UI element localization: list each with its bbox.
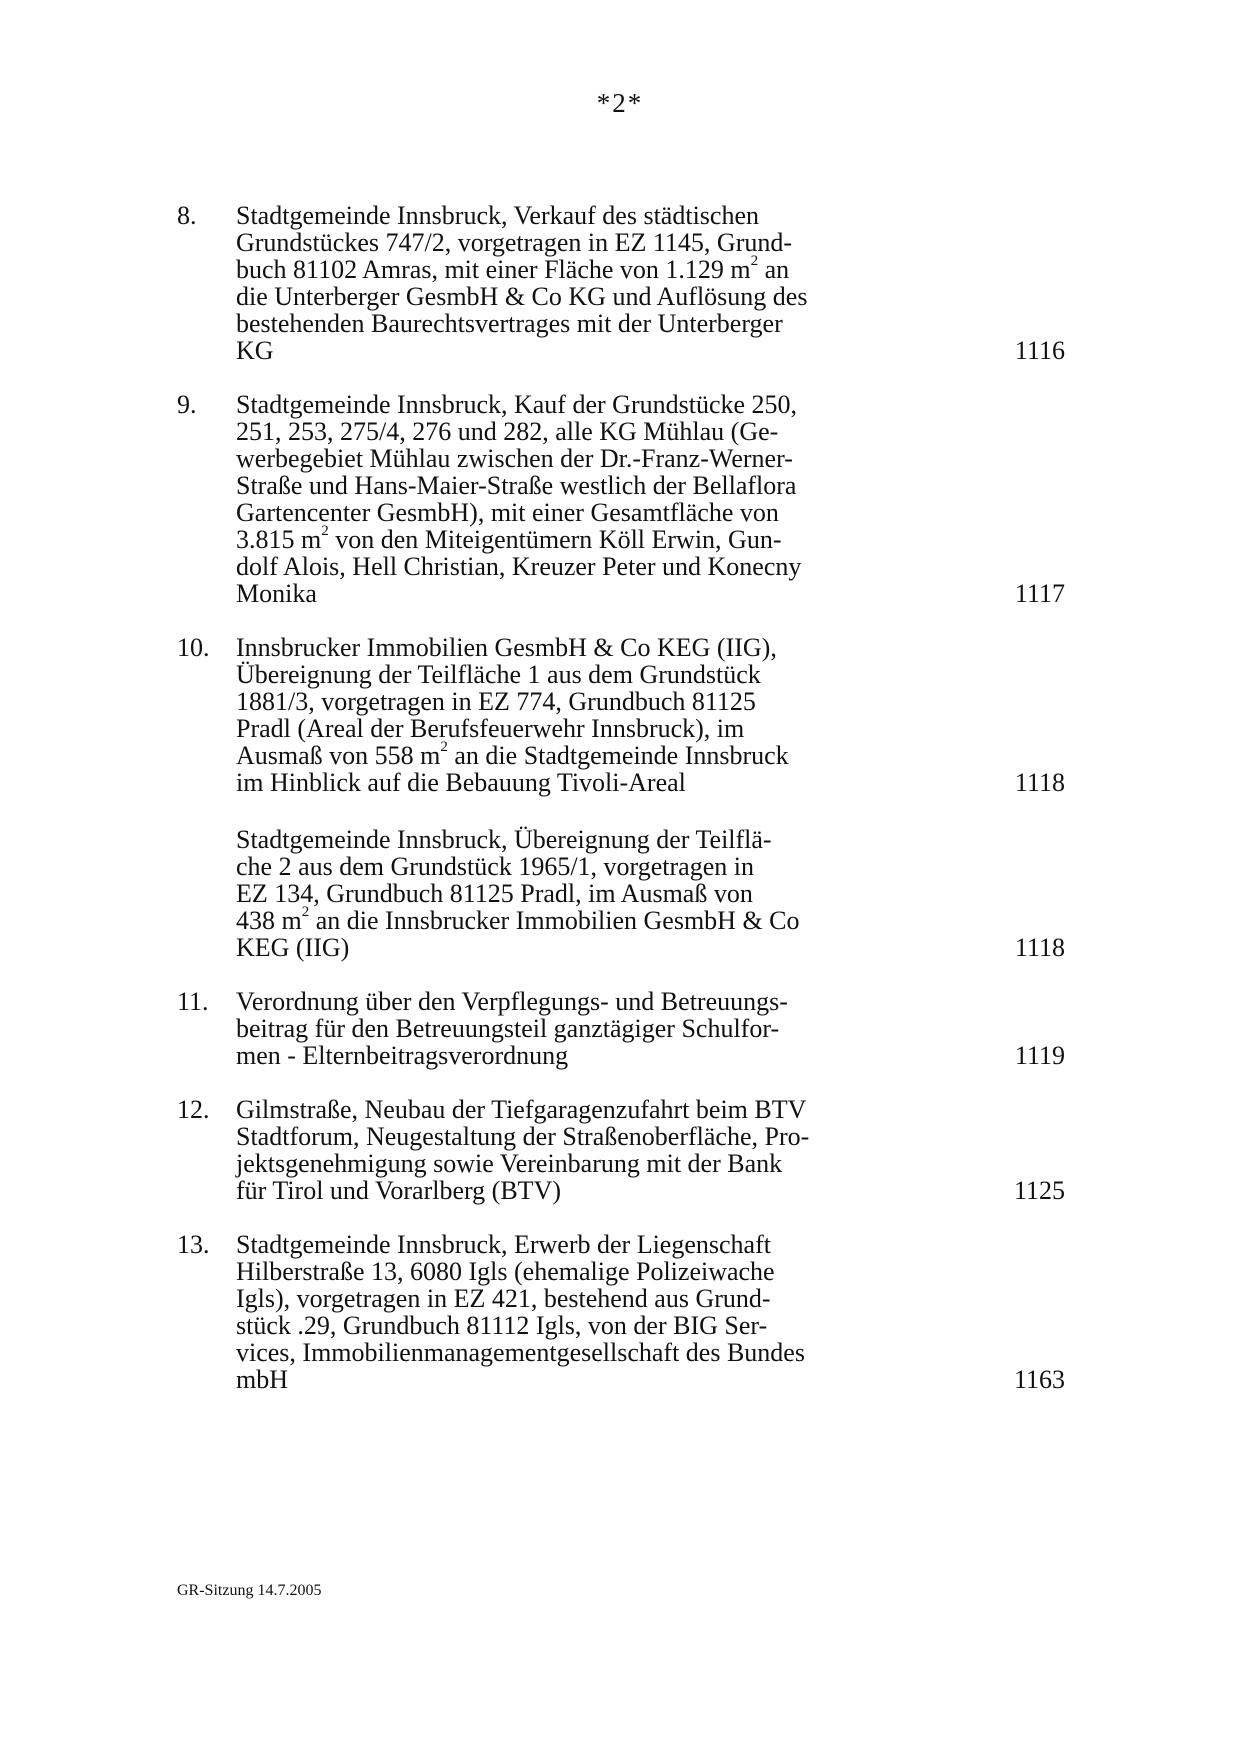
- agenda-item-page-number: 1119: [1014, 1041, 1065, 1070]
- superscript-exponent: 2: [440, 739, 448, 756]
- agenda-item-line: Gilmstraße, Neubau der Tiefgaragenzufahrt beim BTV: [236, 1095, 807, 1124]
- agenda-item-number: 8.: [177, 201, 197, 230]
- agenda-item-line: Innsbrucker Immobilien GesmbH & Co KEG (IIG),: [236, 633, 777, 662]
- agenda-item-line: werbegebiet Mühlau zwischen der Dr.-Franz-Werner-: [236, 444, 793, 473]
- agenda-item-line: che 2 aus dem Grundstück 1965/1, vorgetragen in: [236, 852, 754, 881]
- agenda-item: [177, 391, 1077, 607]
- agenda-item-line: Igls), vorgetragen in EZ 421, bestehend aus Grund-: [236, 1284, 771, 1313]
- agenda-item-line: Grundstückes 747/2, vorgetragen in EZ 1145, Grund-: [236, 228, 793, 257]
- page-header-number: *2*: [596, 88, 644, 118]
- agenda-item-line: Stadtforum, Neugestaltung der Straßenoberfläche, Pro-: [236, 1122, 810, 1151]
- line-text: von den Miteigentümern Köll Erwin, Gun-: [328, 525, 782, 554]
- agenda-item-number: 12.: [177, 1095, 210, 1124]
- agenda-item-line: beitrag für den Betreuungsteil ganztägiger Schulfor-: [236, 1014, 780, 1043]
- agenda-item-line: [236, 904, 896, 935]
- agenda-item-page-number: 1118: [1014, 768, 1065, 797]
- agenda-item-line: für Tirol und Vorarlberg (BTV): [236, 1176, 561, 1205]
- line-text: Ausmaß von 558 m: [236, 741, 441, 770]
- agenda-item-line: Stadtgemeinde Innsbruck, Kauf der Grundstücke 250,: [236, 390, 798, 419]
- agenda-item-line: jektsgenehmigung sowie Vereinbarung mit der Bank: [236, 1149, 783, 1178]
- agenda-item-line: Stadtgemeinde Innsbruck, Übereignung der Teilflä-: [236, 825, 772, 854]
- agenda-item-line: vices, Immobilienmanagementgesellschaft des Bundes: [236, 1338, 805, 1367]
- line-text: an die Stadtgemeinde Innsbruck: [447, 741, 789, 770]
- agenda-item: [177, 1231, 1077, 1393]
- agenda-item-text: [236, 634, 896, 796]
- agenda-item-page-number: 1117: [1014, 579, 1065, 608]
- agenda-item-page-number: 1163: [1013, 1365, 1065, 1394]
- line-text: 438 m: [236, 906, 302, 935]
- agenda-item-number: 11.: [177, 987, 209, 1016]
- line-text: an: [758, 255, 790, 284]
- agenda-item-number: 13.: [177, 1230, 210, 1259]
- agenda-item-number: 9.: [177, 390, 197, 419]
- agenda-item-text: [236, 202, 896, 364]
- agenda-item-text: [236, 1231, 896, 1393]
- superscript-exponent: 2: [750, 253, 759, 270]
- agenda-list: [177, 202, 1077, 1393]
- agenda-item-line: 1881/3, vorgetragen in EZ 774, Grundbuch 81125: [236, 687, 756, 716]
- agenda-item: [177, 826, 1077, 961]
- agenda-item-line: KEG (IIG): [236, 933, 350, 962]
- agenda-item-line: dolf Alois, Hell Christian, Kreuzer Peter und Konecny: [236, 552, 802, 581]
- line-text: 3.815 m: [236, 525, 322, 554]
- agenda-item-line: im Hinblick auf die Bebauung Tivoli-Areal: [236, 768, 686, 797]
- agenda-item: [177, 988, 1077, 1069]
- footer-session-date: GR-Sitzung 14.7.2005: [177, 1582, 322, 1599]
- agenda-item-line: [236, 523, 896, 554]
- agenda-item-line: Übereignung der Teilfläche 1 aus dem Grundstück: [236, 660, 761, 689]
- agenda-item-line: [236, 253, 896, 284]
- agenda-item-page-number: 1125: [1013, 1176, 1065, 1205]
- agenda-item-line: bestehenden Baurechtsvertrages mit der Unterberger: [236, 309, 783, 338]
- agenda-item-line: EZ 134, Grundbuch 81125 Pradl, im Ausmaß von: [236, 879, 753, 908]
- agenda-item-text: [236, 391, 896, 607]
- agenda-item-line: KG: [236, 336, 274, 365]
- superscript-exponent: 2: [321, 523, 329, 540]
- agenda-item-line: Stadtgemeinde Innsbruck, Erwerb der Liegenschaft: [236, 1230, 771, 1259]
- agenda-item: [177, 1096, 1077, 1204]
- agenda-item-line: die Unterberger GesmbH & Co KG und Auflösung des: [236, 282, 808, 311]
- agenda-item-line: mbH: [236, 1365, 288, 1394]
- agenda-item-line: 251, 253, 275/4, 276 und 282, alle KG Mühlau (Ge-: [236, 417, 779, 446]
- agenda-item-page-number: 1118: [1014, 933, 1065, 962]
- agenda-item-page-number: 1116: [1014, 336, 1065, 365]
- agenda-item-number: 10.: [177, 633, 210, 662]
- agenda-item: [177, 202, 1077, 364]
- agenda-item-line: Verordnung über den Verpflegungs- und Betreuungs-: [236, 987, 788, 1016]
- agenda-item-line: Straße und Hans-Maier-Straße westlich der Bellaflora: [236, 471, 797, 500]
- agenda-item-line: Stadtgemeinde Innsbruck, Verkauf des städtischen: [236, 201, 759, 230]
- agenda-item-text: [236, 826, 896, 961]
- agenda-item-line: Gartencenter GesmbH), mit einer Gesamtfläche von: [236, 498, 779, 527]
- agenda-item-line: men - Elternbeitragsverordnung: [236, 1041, 569, 1070]
- agenda-item-text: [236, 988, 896, 1069]
- agenda-item-line: Hilberstraße 13, 6080 Igls (ehemalige Polizeiwache: [236, 1257, 775, 1286]
- agenda-item-line: Monika: [236, 579, 317, 608]
- superscript-exponent: 2: [301, 904, 310, 921]
- agenda-item: [177, 634, 1077, 796]
- agenda-item-line: Pradl (Areal der Berufsfeuerwehr Innsbruck), im: [236, 714, 745, 743]
- line-text: buch 81102 Amras, mit einer Fläche von 1.129 m: [236, 255, 751, 284]
- agenda-item-line: [236, 739, 896, 770]
- agenda-item-line: stück .29, Grundbuch 81112 Igls, von der BIG Ser-: [236, 1311, 768, 1340]
- line-text: an die Innsbrucker Immobilien GesmbH & Co: [309, 906, 800, 935]
- agenda-item-text: [236, 1096, 896, 1204]
